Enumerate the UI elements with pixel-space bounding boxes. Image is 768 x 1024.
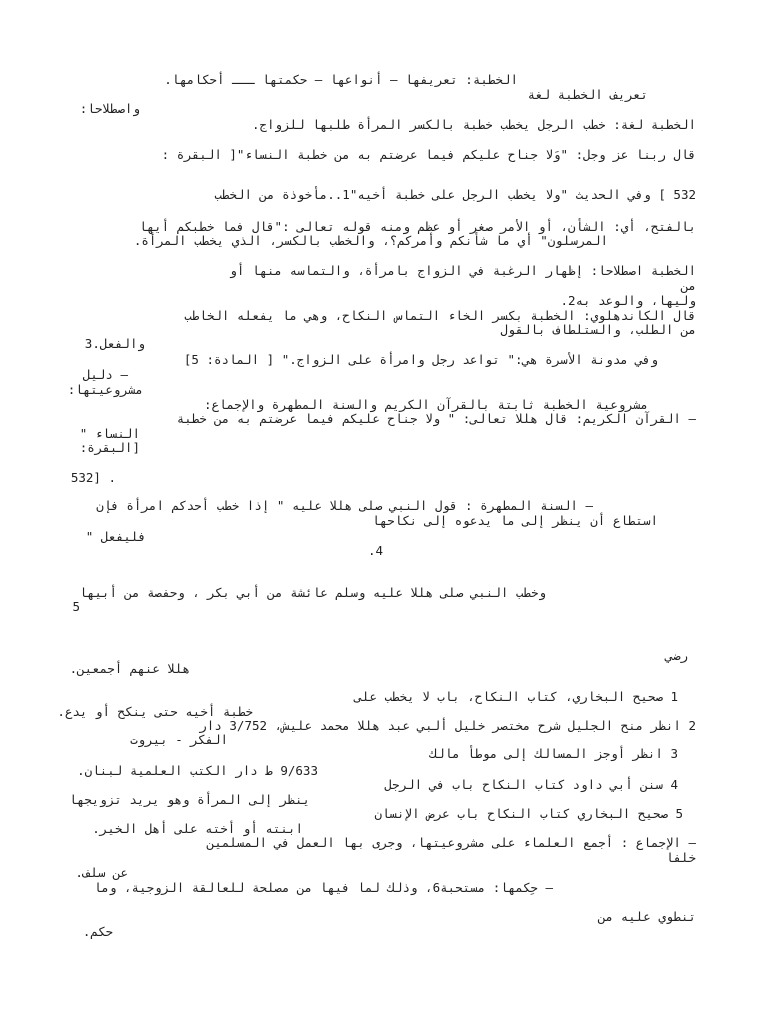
body-line: خلفا xyxy=(665,850,696,865)
body-line: وليها، والوعد به2. xyxy=(560,293,696,308)
body-line: – الإجماع : أجمع العلماء على مشروعيتها، وجرى بها العمل في المسلمين xyxy=(206,835,696,850)
body-line: المرسلون" أي ما شأنكم وأمركم؟، والخطب بالكسر، الذي يخطب المرأة. xyxy=(133,233,608,248)
body-line: مشروعية الخطبة ثابتة بالقرآن الكريم والسنة المطهرة والإجماع: xyxy=(203,397,648,412)
body-line: – دليل xyxy=(82,367,128,382)
body-line: واصطلاحا: xyxy=(79,101,140,116)
body-line: مشروعيتها: xyxy=(67,382,143,397)
footnote-line: 9/633 ط دار الكتب العلمية لبنان. xyxy=(77,763,318,778)
body-line: استطاع أن ينظر إلى ما يدعوه إلى نكاحها xyxy=(372,513,658,528)
footnote-line: 2 انظر منح الجليل شرح مختصر خليل ألبي عبد هللا محمد عليش، 3/752 دار xyxy=(199,718,696,733)
footnote-line: 3 انظر أوجز المسالك إلى موطأ مالك xyxy=(429,746,678,761)
body-line: تنطوي عليه من xyxy=(598,909,696,924)
body-line: من xyxy=(680,278,696,293)
body-line: – السنة المطهرة : قول النبي صلى هللا عليه " إذا خطب أحدكم امرأة فإن xyxy=(96,498,593,513)
footnote-line: خطبة أخيه حتى ينكح أو يدع. xyxy=(57,704,253,719)
footnote-line: 5 صحيح البخاري كتاب النكاح باب عرض الإنسان xyxy=(374,806,683,821)
body-line: حكم. xyxy=(82,924,113,939)
body-line: والفعل.3 xyxy=(84,336,145,351)
body-line: الخطبة اصطلاحا: إظهار الرغبة في الزواج بامرأة، والتماسه منها أو xyxy=(229,263,696,278)
body-line: 5 xyxy=(72,599,80,614)
body-line: عن سلف. xyxy=(75,865,128,880)
footnote-line: 4 سنن أبي داود كتاب النكاح باب في الرجل xyxy=(384,777,678,792)
body-line: .4 xyxy=(367,543,383,558)
footnote-line: الفكر - بيروت xyxy=(130,732,228,747)
body-line: 532 ] وفي الحديث "ولا يخطب الرجل على خطبة أخيه"1..مأخوذة من الخطب xyxy=(214,187,696,202)
body-line: الخطبة لغة: خطب الرجل يخطب خطبة بالكسر المرأة طلبها للزواج. xyxy=(251,117,696,132)
footnote-line: ابنته أو أخته على أهل الخير. xyxy=(92,821,303,836)
body-line: النساء " xyxy=(79,426,140,441)
body-line: وخطب النبي صلى هللا عليه وسلم عائشة من أبي بكر ، وحفصة من أبيها xyxy=(79,585,546,600)
body-line: [البقرة: xyxy=(79,440,140,455)
body-line: من الطلب، والستلطاف بالقول xyxy=(500,322,696,337)
body-line: فليفعل " xyxy=(85,529,146,544)
body-line: – حِكمها: مستحبة6، وذلك لما فيها من مصلحة للعالقة الزوجية، وما xyxy=(93,880,553,895)
body-line: قال ربنا عز وجل: "وَلا جناح عليكم فيما عرضتم به من خطبة النساء"[ البقرة : xyxy=(161,147,696,162)
body-line: 532] . xyxy=(70,470,116,485)
body-line: قال الكاندهلوي: الخطبة بكسر الخاء التماس النكاح، وهي ما يفعله الخاطب xyxy=(184,308,696,323)
body-line: رضي xyxy=(665,648,688,663)
body-line: وفي مدونة الأسرة هي:" تواعد رجل وامرأة على الزواج." [ المادة: 5] xyxy=(183,352,658,367)
body-line: – القرآن الكريم: قال هللا تعالى: " ولا جناح عليكم فيما عرضتم به من خطبة xyxy=(176,411,696,426)
body-line: هللا عنهم أجمعين. xyxy=(69,661,190,676)
footnote-line: 1 صحيح البخاري، كتاب النكاح، باب لا يخطب على xyxy=(354,689,678,704)
body-line: تعريف الخطبة لغة xyxy=(527,87,648,102)
body-line: بالفتح، أي: الشأن، أو الأمر صغر أو عظم ومنه قوله تعالى :"قال فما خطبكم أيها xyxy=(139,219,696,234)
footnote-line: ينظر إلى المرأة وهو يريد تزويجها xyxy=(69,792,310,807)
document-title: الخطبة: تعريفها – أنواعها – حكمتها ـــ أحكامها. xyxy=(164,72,518,87)
